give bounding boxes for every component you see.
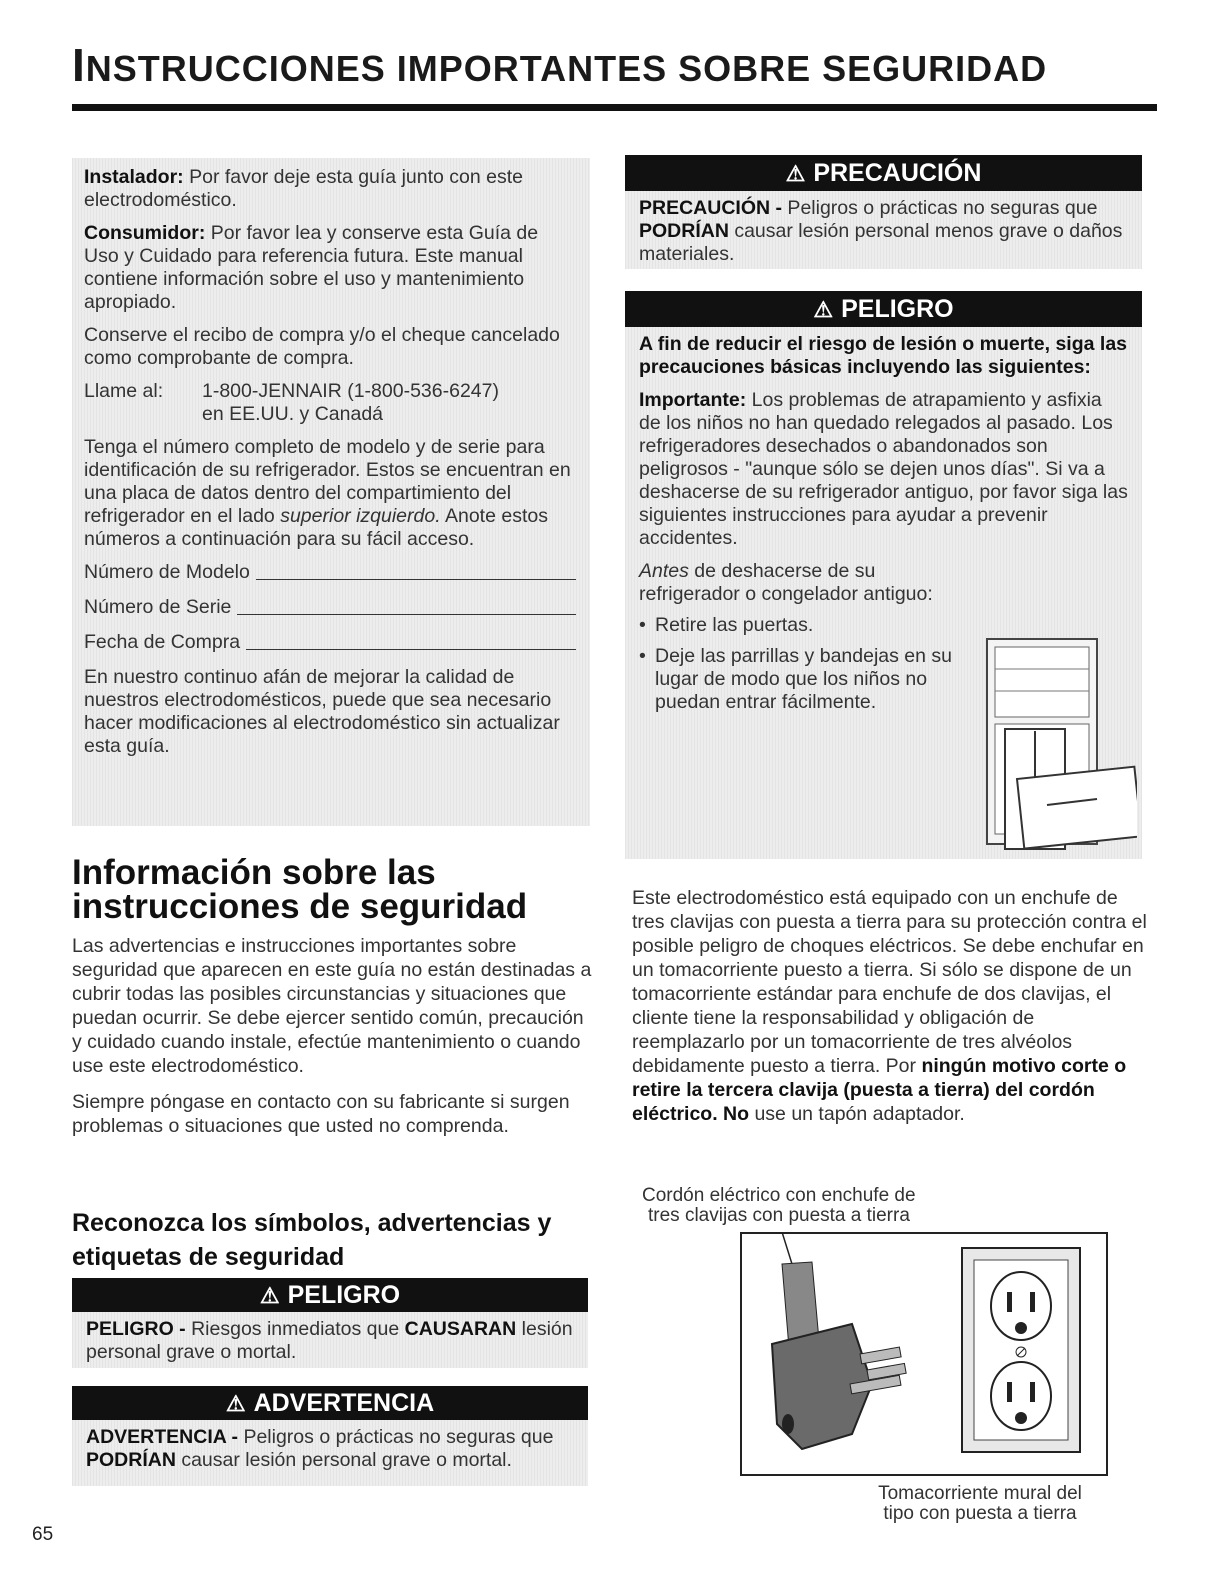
danger-sample-header: ⚠ PELIGRO bbox=[72, 1278, 588, 1312]
receipt-paragraph: Conserve el recibo de compra y/o el cheque cancelado como comprobante de compra. bbox=[84, 324, 560, 369]
call-info bbox=[84, 380, 576, 426]
caution-header: ⚠ PRECAUCIÓN bbox=[625, 155, 1142, 191]
warning-sample-text: ADVERTENCIA - Peligros o prácticas no seguras que PODRÍAN causar lesión personal grave o mortal. bbox=[86, 1426, 554, 1471]
danger-intro: A fin de reducir el riesgo de lesión o muerte, siga las precauciones básicas incluyendo las siguientes: bbox=[639, 333, 1128, 378]
info-paragraph-2: Siempre póngase en contacto con su fabricante si surgen problemas o situaciones que usted no comprenda. bbox=[72, 1091, 570, 1137]
symbols-heading: Reconozca los símbolos, advertencias y etiquetas de seguridad bbox=[72, 1209, 552, 1271]
before-disposal: Antes de deshacerse de su refrigerador o congelador antiguo: bbox=[639, 560, 933, 605]
warning-sample-header: ⚠ ADVERTENCIA bbox=[72, 1386, 588, 1420]
call-label: Llame al: bbox=[84, 380, 164, 402]
consumer-paragraph: Consumidor: Por favor lea y conserve esta Guía de Uso y Cuidado para referencia futura. Este manual contiene información sobre el uso y mantenimiento apropiado. bbox=[84, 222, 539, 313]
page-number: 65 bbox=[32, 1524, 54, 1545]
title-first-letter: I bbox=[72, 39, 86, 91]
warning-label-sample bbox=[72, 1386, 588, 1486]
info-heading: Información sobre las instrucciones de seguridad bbox=[72, 853, 528, 926]
consumer-label: Consumidor: bbox=[84, 222, 206, 244]
danger-important: Importante: Los problemas de atrapamiento y asfixia de los niños no han quedado relegados al pasado. Los refrigeradores desechados o abandonados son peligrosos - "aunque sólo se dejen unos días". Si va a deshacerse de su refrigerador antiguo, por favor siga las siguientes instrucciones para ayudar a prevenir accidentes. bbox=[639, 389, 1128, 549]
plug-caption: Cordón eléctrico con enchufe de tres clavijas con puesta a tierra bbox=[642, 1185, 916, 1226]
bullet-item: • Retire las puertas. bbox=[639, 614, 814, 636]
danger-sample-text: PELIGRO - Riesgos inmediatos que CAUSARAN lesión personal grave o mortal. bbox=[86, 1318, 573, 1363]
refrigerator-illustration bbox=[977, 629, 1137, 851]
caution-text: PRECAUCIÓN - Peligros o prácticas no seguras que PODRÍAN causar lesión personal menos grave o daños materiales. bbox=[639, 197, 1123, 265]
warning-triangle-icon: ⚠ bbox=[813, 297, 834, 322]
danger-box bbox=[625, 291, 1142, 859]
call-region: en EE.UU. y Canadá bbox=[202, 403, 384, 425]
purchase-date-field[interactable]: Fecha de Compra bbox=[84, 631, 576, 654]
title-rule bbox=[72, 104, 1157, 111]
warning-triangle-icon: ⚠ bbox=[785, 161, 806, 186]
call-number: 1-800-JENNAIR (1-800-536-6247) bbox=[202, 380, 499, 402]
model-number-field[interactable]: Número de Modelo bbox=[84, 561, 576, 584]
installer-paragraph: Instalador: Por favor deje esta guía junto con este electrodoméstico. bbox=[84, 166, 523, 211]
danger-label-sample bbox=[72, 1278, 588, 1368]
plug-outlet-illustration bbox=[740, 1232, 1108, 1476]
serial-number-field[interactable]: Número de Serie bbox=[84, 596, 576, 619]
wall-outlet-icon bbox=[960, 1246, 1084, 1456]
caution-box bbox=[625, 155, 1142, 269]
bullet-item: • Deje las parrillas y bandejas en su lugar de modo que los niños no puedan entrar fácilmente. bbox=[639, 645, 952, 713]
installer-info-box bbox=[72, 158, 590, 826]
warning-triangle-icon: ⚠ bbox=[225, 1391, 246, 1416]
danger-header: ⚠ PELIGRO bbox=[625, 291, 1142, 327]
warning-triangle-icon: ⚠ bbox=[259, 1283, 280, 1308]
page-title bbox=[72, 40, 1162, 91]
info-body bbox=[72, 934, 592, 1150]
installer-label: Instalador: bbox=[84, 166, 184, 188]
outlet-caption: Tomacorriente mural del tipo con puesta a tierra bbox=[878, 1483, 1082, 1524]
electrical-paragraph: Este electrodoméstico está equipado con un enchufe de tres clavijas con puesta a tierra para su protección contra el posible peligro de choques eléctricos. Se debe enchufar en un tomacorriente puesto a tierra. Si sólo se dispone de un tomacorriente estándar para enchufe de dos clavijas, el cliente tiene la responsabilidad y obligación de reemplazarlo por un tomacorriente de tres alvéolos debidamente puesto a tierra. Por ningún motivo corte o retire la tercera clavija (puesta a tierra) del cordón eléctrico. No use un tapón adaptador. bbox=[632, 887, 1147, 1125]
title-rest: NSTRUCCIONES IMPORTANTES SOBRE SEGURIDAD bbox=[85, 48, 1048, 89]
model-location-paragraph: Tenga el número completo de modelo y de serie para identificación de su refrigerador. Estos se encuentran en una placa de datos dentro del compartimiento del refrigerador en el lado superior izquierdo. Anote estos números a continuación para su fácil acceso. bbox=[84, 436, 571, 550]
info-paragraph-1: Las advertencias e instrucciones importantes sobre seguridad que aparecen en este guía no están destinadas a cubrir todas las posibles circunstancias y situaciones que puedan ocurrir. Se debe ejercer sentido común, precaución y cuidado cuando instale, efectúe mantenimiento o cuando use este electrodoméstico. bbox=[72, 935, 592, 1077]
improvement-paragraph: En nuestro continuo afán de mejorar la calidad de nuestros electrodomésticos, puede que sea necesario hacer modificaciones al electrodoméstico sin actualizar esta guía. bbox=[84, 666, 560, 757]
